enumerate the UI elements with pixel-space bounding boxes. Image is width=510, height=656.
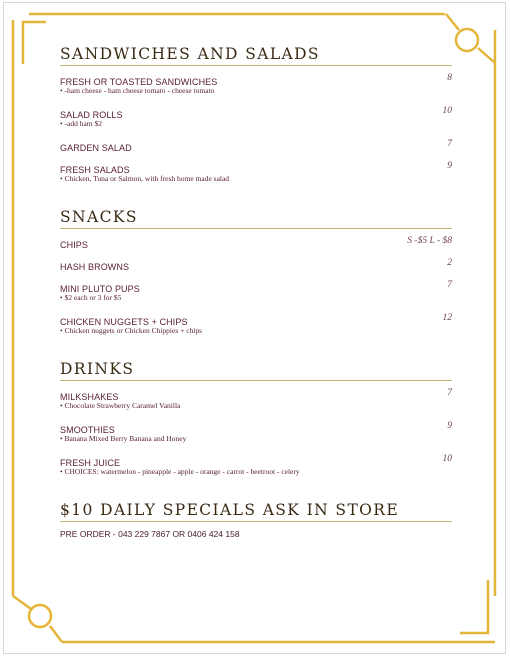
item-description: • Chocolate Strawberry Caramel Vanilla bbox=[60, 401, 181, 410]
menu-item bbox=[60, 453, 452, 477]
top-right-circle bbox=[456, 29, 478, 51]
item-name: FRESH SALADS bbox=[60, 165, 130, 175]
item-price: 10 bbox=[442, 454, 452, 464]
pre-order-contact: PRE ORDER - 043 229 7867 OR 0406 424 158 bbox=[60, 529, 240, 539]
section-divider bbox=[60, 65, 452, 66]
bottom-left-circle bbox=[29, 605, 51, 627]
item-description: • Chicken, Tuna or Salmon, with fresh home made salad bbox=[60, 174, 230, 183]
item-name: CHIPS bbox=[60, 240, 89, 250]
menu-item bbox=[60, 72, 452, 96]
item-name: HASH BROWNS bbox=[60, 262, 130, 272]
menu-item-row bbox=[60, 257, 452, 270]
item-price: 10 bbox=[442, 106, 452, 116]
item-name: CHICKEN NUGGETS + CHIPS bbox=[60, 317, 188, 327]
menu-item-row bbox=[60, 453, 452, 466]
section-title: SANDWICHES AND SALADS bbox=[60, 45, 320, 63]
item-price: 2 bbox=[447, 258, 452, 268]
item-price: 9 bbox=[447, 161, 452, 171]
menu-item-row bbox=[60, 72, 452, 85]
item-description: • -ham cheese - ham cheese tomato - cheese tomato bbox=[60, 86, 215, 95]
section-title: $10 DAILY SPECIALS ASK IN STORE bbox=[60, 501, 400, 519]
bottom-right-bracket bbox=[460, 580, 488, 633]
section-title: DRINKS bbox=[60, 360, 135, 378]
item-name: FRESH JUICE bbox=[60, 458, 121, 468]
menu-content bbox=[60, 44, 452, 540]
menu-item bbox=[60, 387, 452, 411]
menu-item bbox=[60, 257, 452, 270]
menu-item-row bbox=[60, 312, 452, 325]
item-price: 7 bbox=[447, 280, 452, 290]
section-spacer bbox=[60, 193, 452, 207]
menu-item bbox=[60, 420, 452, 444]
item-name: MILKSHAKES bbox=[60, 392, 119, 402]
item-price: S -$5 L - $8 bbox=[407, 236, 452, 246]
item-description: • -add ham $2 bbox=[60, 119, 102, 128]
menu-item bbox=[60, 312, 452, 336]
section-divider bbox=[60, 228, 452, 229]
menu-item-row bbox=[60, 138, 452, 151]
menu-item bbox=[60, 138, 452, 151]
menu-item bbox=[60, 160, 452, 184]
item-description: • Chicken nuggets or Chicken Chippies + chips bbox=[60, 326, 203, 335]
menu-item-row bbox=[60, 387, 452, 400]
menu-item-row bbox=[60, 105, 452, 118]
section-divider bbox=[60, 521, 452, 522]
top-left-bracket bbox=[23, 22, 46, 64]
item-price: 12 bbox=[442, 313, 452, 323]
item-price: 7 bbox=[447, 388, 452, 398]
item-price: 8 bbox=[447, 73, 452, 83]
section-spacer bbox=[60, 345, 452, 359]
menu-item bbox=[60, 279, 452, 303]
section-spacer bbox=[60, 486, 452, 500]
item-name: SALAD ROLLS bbox=[60, 110, 123, 120]
item-name: FRESH OR TOASTED SANDWICHES bbox=[60, 77, 218, 87]
item-description: • $2 each or 3 for $5 bbox=[60, 293, 122, 302]
section-divider bbox=[60, 380, 452, 381]
item-name: SMOOTHIES bbox=[60, 425, 115, 435]
menu-item-row bbox=[60, 420, 452, 433]
item-description: • CHOICES: watermelon - pineapple - apple - orange - carrot - beetroot - celery bbox=[60, 467, 300, 476]
item-name: MINI PLUTO PUPS bbox=[60, 284, 140, 294]
menu-item-row bbox=[60, 235, 452, 248]
menu-item bbox=[60, 235, 452, 248]
item-description: • Banana Mixed Berry Banana and Honey bbox=[60, 434, 187, 443]
section-title: SNACKS bbox=[60, 208, 138, 226]
menu-item bbox=[60, 105, 452, 129]
item-price: 9 bbox=[447, 421, 452, 431]
menu-item-row bbox=[60, 160, 452, 173]
menu-item-row bbox=[60, 279, 452, 292]
item-name: GARDEN SALAD bbox=[60, 143, 132, 153]
item-price: 7 bbox=[447, 139, 452, 149]
